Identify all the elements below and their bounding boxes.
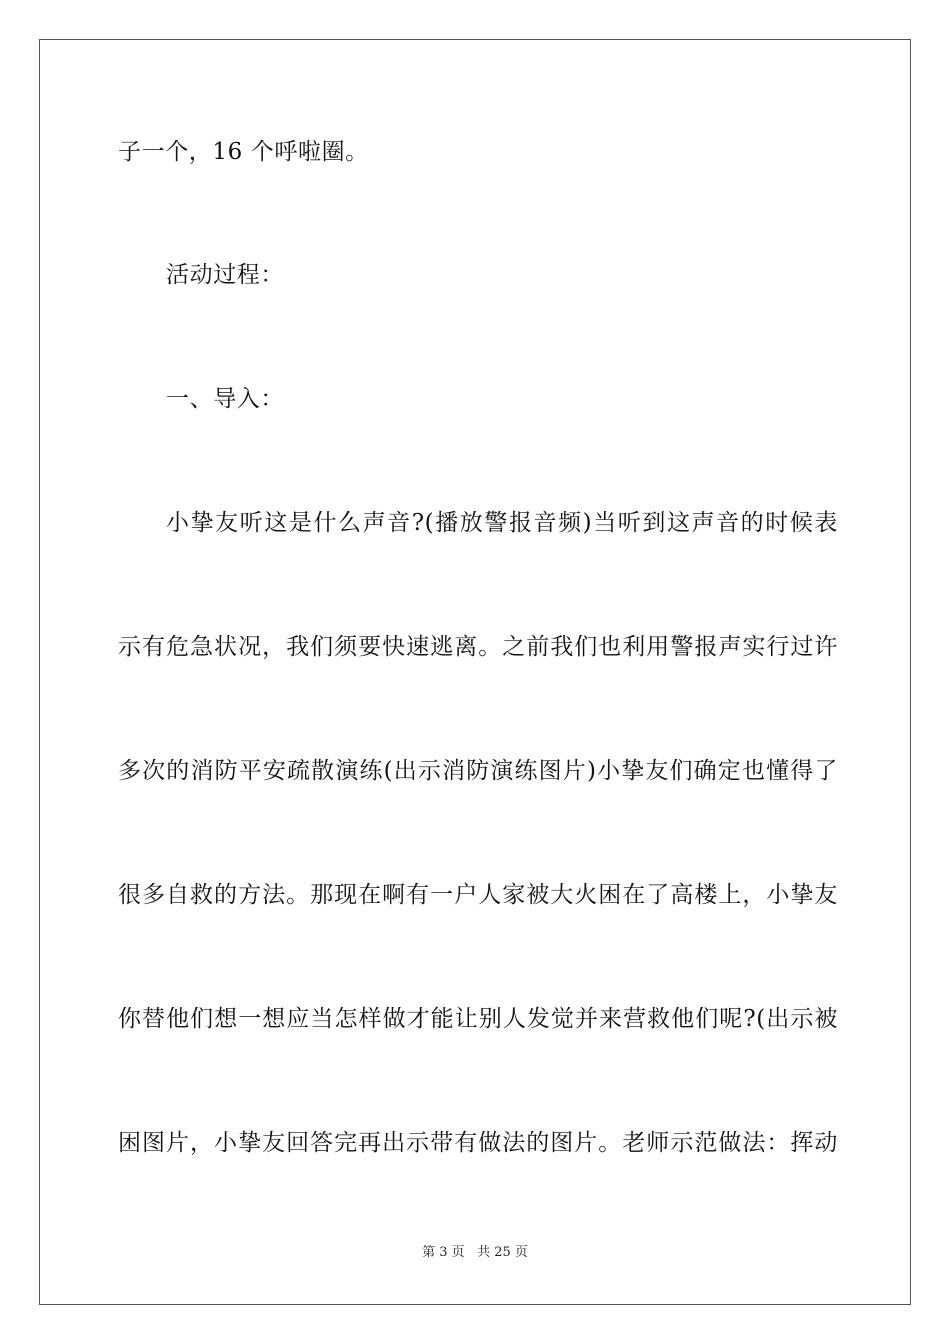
- paragraph-line-6: 困图片，小挚友回答完再出示带有做法的图片。老师示范做法：挥动: [118, 1130, 838, 1156]
- page-number: 第 3 页: [422, 1245, 465, 1260]
- paragraph-line-1: 小挚友听这是什么声音?(播放警报音频)当听到这声音的时候表: [166, 510, 838, 536]
- page-total: 共 25 页: [477, 1245, 528, 1260]
- paragraph-line-5: 你替他们想一想应当怎样做才能让别人发觉并来营救他们呢?(出示被: [118, 1006, 838, 1032]
- paragraph-line-4: 很多自救的方法。那现在啊有一户人家被大火困在了高楼上，小挚友: [118, 882, 838, 908]
- paragraph-line-3: 多次的消防平安疏散演练(出示消防演练图片)小挚友们确定也懂得了: [118, 758, 838, 784]
- section-heading-introduction: 一、导入：: [166, 386, 284, 412]
- paragraph-line-2: 示有危急状况，我们须要快速逃离。之前我们也利用警报声实行过许: [118, 634, 838, 660]
- page-footer: [0, 1245, 950, 1261]
- section-heading-activity-process: 活动过程：: [166, 262, 284, 288]
- text-line-1: 子一个，16 个呼啦圈。: [118, 139, 369, 165]
- page-border: [39, 39, 911, 1305]
